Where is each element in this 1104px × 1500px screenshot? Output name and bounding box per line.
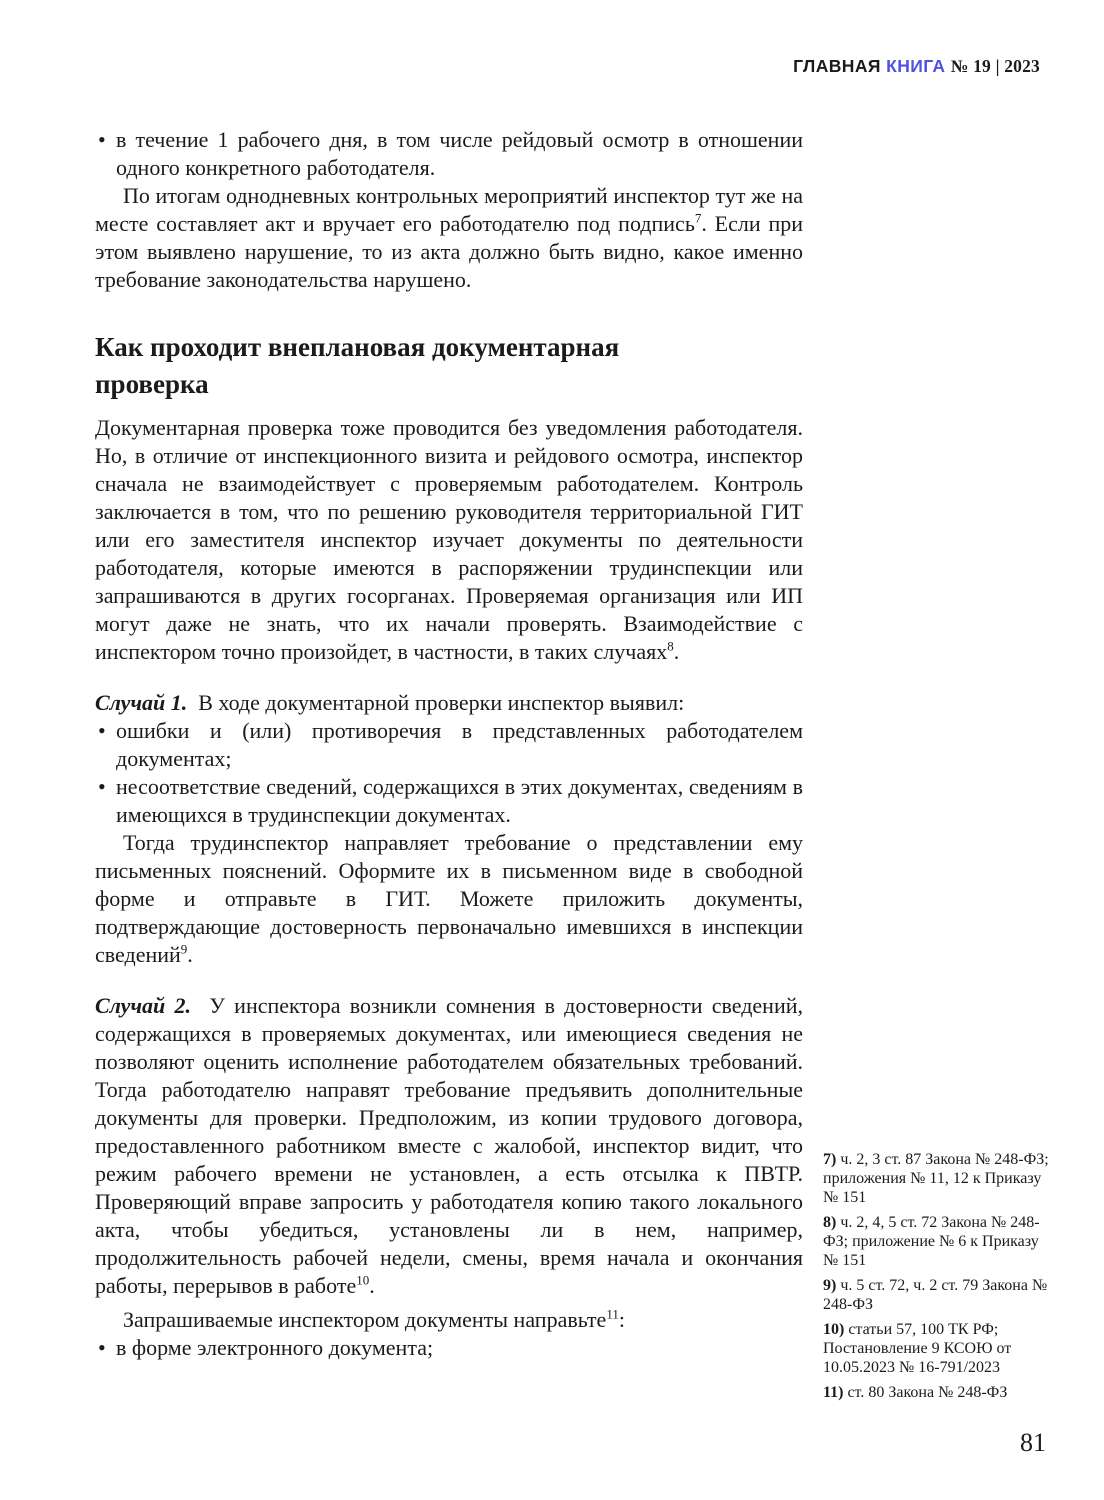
bullet-marker: • [98,127,106,152]
text-run: . [187,942,193,967]
text-run: У инспектора возникли сомнения в достоверности сведений, содержащихся в проверяемых документах, или имеющиеся сведения не позволяют оценить исполнение работодателем обязательных требований. Тогда работодателю направят требование предъявить дополнительные документы для проверки. Предположим, из копии трудового договора, предоставленного работником вместе с жалобой, инспектор видит, что режим рабочего времени не установлен, а есть отсылка к ПВТР. Проверяющий вправе запросить у работодателя копию такого локального акта, чтобы убедиться, установлены ли в нем, например, продолжительность рабочей недели, смены, время начала и окончания работы, перерывов в работе [95,993,803,1298]
bullet-marker: • [98,774,106,799]
footnote-ref-9: 9 [180,941,188,957]
footnote-ref-11: 11 [606,1306,619,1322]
list-item [95,773,803,829]
text-run: . [673,639,680,664]
intro-paragraph [95,182,803,294]
text-run: . Если при этом выявлено нарушение, то из акта должно быть видно, какое именно требование законодательства нарушено. [95,211,803,292]
text-run: . [369,1273,375,1298]
footnote-text: ч. 5 ст. 72, ч. 2 ст. 79 Закона № 248-ФЗ [823,1277,1048,1313]
footnote-10 [823,1320,1051,1377]
footnote-11 [823,1383,1051,1402]
case1-paragraph [95,829,803,969]
list-item-text: в форме электронного документа; [116,1335,434,1360]
brand-name-blue: КНИГА [886,56,946,76]
margin-footnotes [823,1150,1051,1408]
footnote-ref-8: 8 [667,638,674,654]
footnote-text: ч. 2, 4, 5 ст. 72 Закона № 248-ФЗ; приложение № 6 к Приказу № 151 [823,1214,1040,1269]
list-item-text: в течение 1 рабочего дня, в том числе рейдовый осмотр в отношении одного конкретного работодателя. [116,127,803,180]
page-number: 81 [1020,1428,1046,1457]
footnote-number: 7) [823,1151,837,1168]
footnote-number: 11) [823,1384,844,1401]
issue-number: № 19 | 2023 [950,56,1040,76]
case1-lead-paragraph [95,689,803,717]
list-item [95,1334,803,1362]
footnote-text: ч. 2, 3 ст. 87 Закона № 248-ФЗ; приложения № 11, 12 к Приказу № 151 [823,1151,1049,1206]
footnote-text: статьи 57, 100 ТК РФ; Постановление 9 КСОЮ от 10.05.2023 № 16-791/2023 [823,1321,1012,1376]
text-run: Запрашиваемые инспектором документы направьте [123,1307,607,1332]
bullet-marker: • [98,1335,106,1360]
case1-label: Случай 1. [95,690,188,715]
bullet-marker: • [98,718,106,743]
page-header [793,56,1040,77]
footnote-7 [823,1150,1051,1207]
footnote-ref-7: 7 [694,210,702,226]
brand-name-black: ГЛАВНАЯ [793,56,881,76]
footnote-9 [823,1276,1051,1314]
list-item [95,717,803,773]
footnote-ref-10: 10 [356,1272,370,1288]
section-paragraph [95,414,803,666]
case2-label: Случай 2. [95,993,191,1018]
list-item-text: ошибки и (или) противоречия в представленных работодателем документах; [116,718,803,771]
section-heading: Как проходит внеплановая документарная проверка [95,332,620,399]
list-item [95,126,803,182]
case2-paragraph [95,992,803,1300]
list-item-text: несоответствие сведений, содержащихся в этих документах, сведениям в имеющихся в трудинспекции документах. [116,774,803,827]
footnote-text: ст. 80 Закона № 248-ФЗ [847,1384,1008,1401]
main-text-column [95,126,803,1362]
case1-lead-text: В ходе документарной проверки инспектор выявил: [198,690,685,715]
footnote-8 [823,1213,1051,1270]
text-run: : [618,1307,625,1332]
text-run: Документарная проверка тоже проводится без уведомления работодателя. Но, в отличие от инспекционного визита и рейдового осмотра, инспектор сначала не взаимодействует с проверяемым работодателем. Контроль заключается в том, что по решению руководителя территориальной ГИТ или его заместителя инспектор изучает документы по деятельности работодателя, которые имеются в распоряжении трудинспекции или запрашиваются в других госорганах. Проверяемая организация или ИП могут даже не знать, что их начали проверять. Взаимодействие с инспектором точно произойдет, в частности, в таких случаях [95,415,803,664]
footnote-number: 9) [823,1277,837,1294]
text-run: По итогам однодневных контрольных мероприятий инспектор тут же на месте составляет акт и вручает его работодателю под подпись [95,183,803,236]
footnote-number: 8) [823,1214,837,1231]
footnote-number: 10) [823,1321,845,1338]
text-run: Тогда трудинспектор направляет требование о представлении ему письменных пояснений. Оформите их в письменном виде в свободной форме и отправьте в ГИТ. Можете приложить документы, подтверждающие достоверность первоначально имевшихся в инспекции сведений [95,830,803,967]
send-documents-paragraph [95,1306,803,1334]
